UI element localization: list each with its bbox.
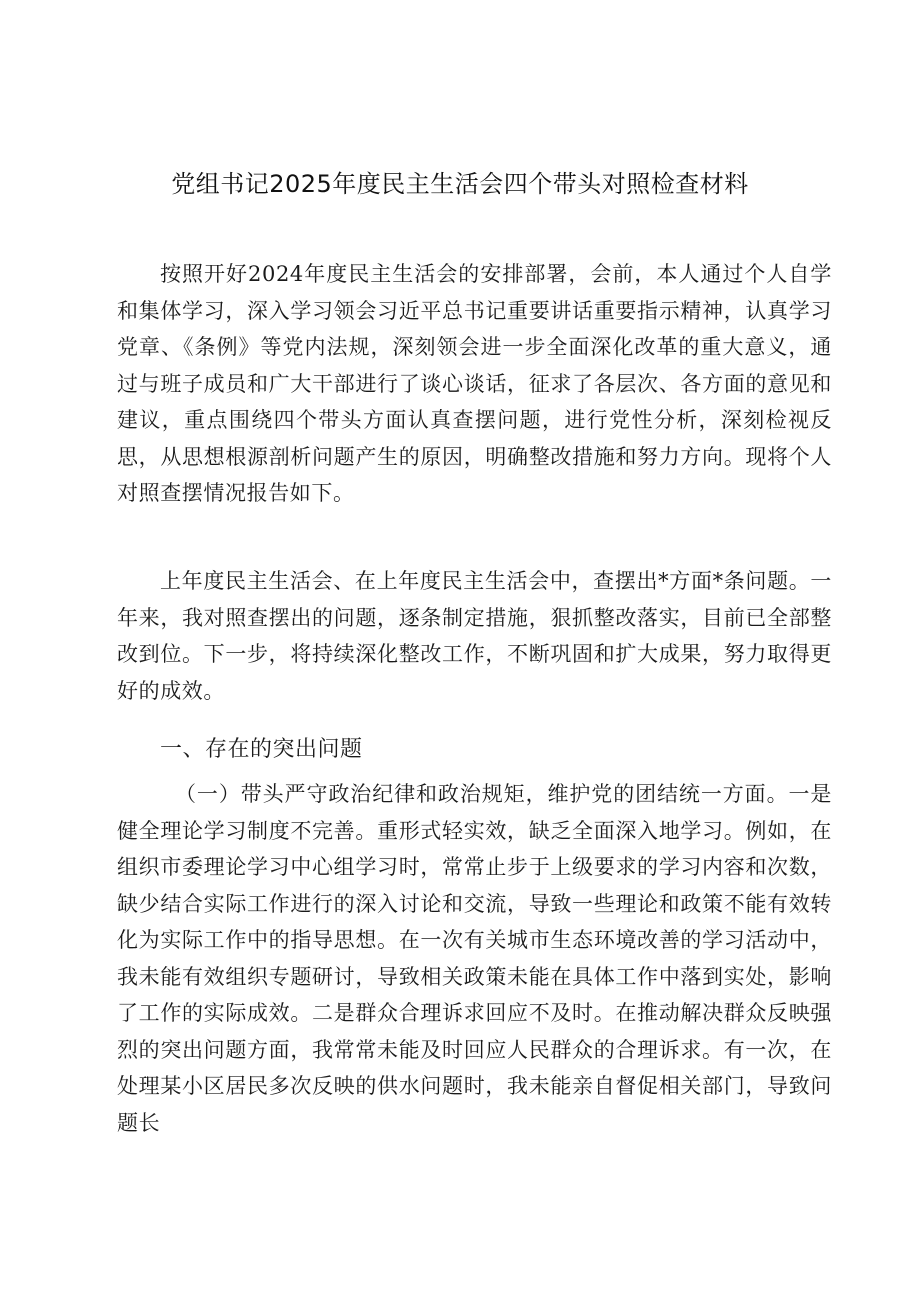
section-heading-problems: 一、存在的突出问题 [160,737,363,762]
previous-rectification-paragraph: 上年度民主生活会、在上年度民主生活会中，查摆出*方面*条问题。一年来，我对照查摆出的问题，逐条制定措施，狠抓整改落实，目前已全部整改到位。下一步，将持续深化整改工作，不断巩固和扩大成果，努力取得更好的成效。 [117,569,832,703]
intro-paragraph: 按照开好2024年度民主生活会的安排部署，会前，本人通过个人自学和集体学习，深入学习领会习近平总书记重要讲话重要指示精神，认真学习党章、《条例》等党内法规，深刻领会进一步全面深化改革的重大意义，通过与班子成员和广大干部进行了谈心谈话，征求了各层次、各方面的意见和建议，重点围绕四个带头方面认真查摆问题，进行党性分析，深刻检视反思，从思想根源剖析问题产生的原因，明确整改措施和努力方向。现将个人对照查摆情况报告如下。 [117,262,832,505]
document-title: 党组书记2025年度民主生活会四个带头对照检查材料 [171,170,749,198]
problem-paragraph-1: （一）带头严守政治纪律和政治规矩，维护党的团结统一方面。一是健全理论学习制度不完善。重形式轻实效，缺乏全面深入地学习。例如，在组织市委理论学习中心组学习时，常常止步于上级要求的学习内容和次数，缺少结合实际工作进行的深入讨论和交流，导致一些理论和政策不能有效转化为实际工作中的指导思想。在一次有关城市生态环境改善的学习活动中，我未能有效组织专题研讨，导致相关政策未能在具体工作中落到实处，影响了工作的实际成效。二是群众合理诉求回应不及时。在推动解决群众反映强烈的突出问题方面，我常常未能及时回应人民群众的合理诉求。有一次，在处理某小区居民多次反映的供水问题时，我未能亲自督促相关部门，导致问题长 [117,782,832,1135]
